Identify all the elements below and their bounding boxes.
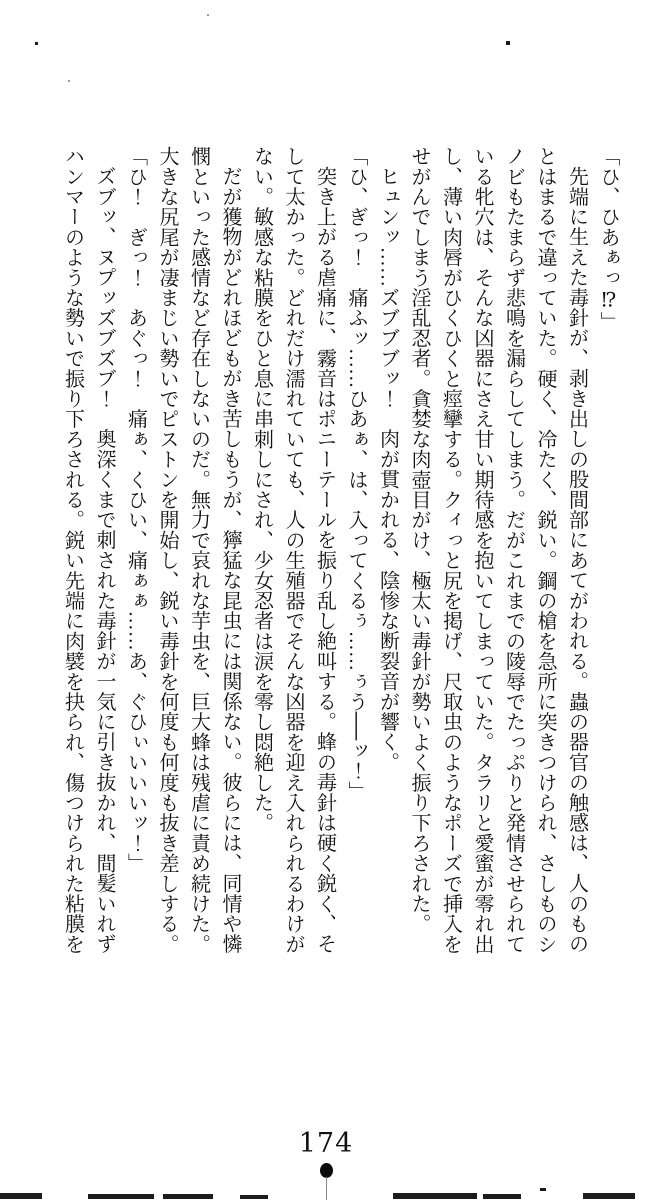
- paragraph: ズブッ、ヌプッズブズブ！ 奥深くまで刺された毒針が一気に引き抜かれ、間髪いれずハンマーのような勢いで振り下ろされる。鋭い先端に肉襞を抉られ、傷つけられた粘膜を: [61, 146, 115, 954]
- scan-artifact: [0, 1193, 42, 1199]
- scan-artifact: [163, 1194, 213, 1199]
- page-number: 174: [298, 1128, 354, 1159]
- binding-mark-dot: [320, 1163, 333, 1178]
- paragraph: 先端に生えた毒針が、剥き出しの股間部にあてがわれる。蟲の器官の触感は、人のものとはまるで違っていた。硬く、冷たく、鋭い。鋼の槍を急所に突きつけられ、さしものシノビもたまらず悲鳴を漏らしてしまう。だがこれまでの陵辱でたっぷりと発情させられている牝穴は、そんな凶器にさえ甘い期待感を抱いてしまっていた。タラリと愛蜜が零れ出し、薄い肉唇がひくひくと痙攣する。クィっと尻を掲げ、尺取虫のようなポーズで挿入をせがんでしまう淫乱忍者。貪婪な肉壺目がけ、極太い毒針が勢いよく振り下ろされた。: [408, 146, 588, 954]
- dialogue-line: 「ひ、ぎっ！ 痛ふッ……ひあぁ、は、入ってくるぅ……ぅう──ッ！」: [345, 146, 367, 801]
- binding-mark-line: [326, 1177, 327, 1200]
- scan-artifact: [35, 42, 38, 45]
- scan-artifact: [393, 1193, 477, 1199]
- paragraph: 突き上がる虐痛に、霧音はポニーテールを振り乱し絶叫する。蜂の毒針は硬く鋭く、そして太かった。どれだけ濡れていても、人の生殖器でそんな凶器を迎え入れられるわけがない。敏感な粘膜をひと息に串刺しにされ、少女忍者は涙を零し悶絶した。: [250, 146, 336, 954]
- scan-artifact: [540, 1188, 546, 1191]
- paragraph: だが獲物がどれほどもがき苦しもうが、獰猛な昆虫には関係ない。彼らには、同情や憐憫といった感情など存在しないのだ。無力で哀れな芋虫を、巨大蜂は残虐に責め続けた。大きな尻尾が凄まじい勢いでピストンを開始し、鋭い毒針を何度も何度も抜き差しする。: [156, 146, 241, 954]
- dialogue-line: 「ひ、ひあぁっ⁉」: [597, 146, 619, 332]
- paragraph: ヒュンッ……ズブブブッ！ 肉が貫かれる、陰惨な断裂音が響く。: [376, 166, 399, 772]
- scan-artifact: [88, 1194, 154, 1199]
- text-block: [53, 146, 623, 962]
- scan-artifact: [207, 14, 209, 16]
- scan-artifact: [506, 41, 510, 45]
- scan-artifact: [68, 80, 70, 82]
- scan-artifact: [240, 1195, 268, 1199]
- scan-artifact: [483, 1194, 521, 1199]
- dialogue-line: 「ひ！ ぎっ！ あぐっ！ 痛ぁ、くひい、痛ぁぁ……あ、ぐひぃいいいッ！」: [124, 146, 147, 874]
- scan-artifact: [583, 1193, 635, 1199]
